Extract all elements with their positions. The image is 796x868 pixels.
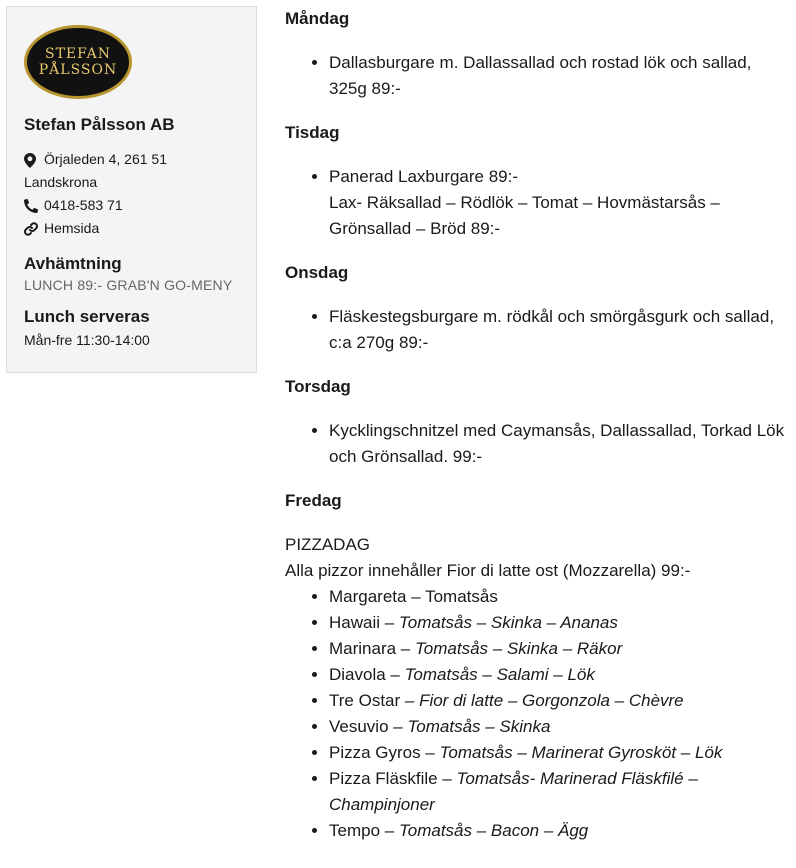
pizza-name: Diavola – <box>329 665 405 684</box>
pizza-item <box>329 610 790 636</box>
pizza-name: Margareta – Tomatsås <box>329 587 498 606</box>
menu-item: • Dallasburgare m. Dallassallad och rostad lök och sallad, 325g 89:- <box>329 50 790 102</box>
contact-info <box>24 148 239 240</box>
pizza-name: Marinara – <box>329 639 415 658</box>
pickup-title: Avhämtning <box>24 254 122 273</box>
day-heading-thursday: Torsdag <box>285 377 351 396</box>
link-icon <box>24 222 44 236</box>
pizza-toppings: Tomatsås – Marinerat Gyrosköt – Lök <box>439 743 723 762</box>
pizza-intro: Alla pizzor innehåller Fior di latte ost (Mozzarella) 99:- <box>285 561 691 580</box>
pizza-item <box>329 714 790 740</box>
pizza-toppings: Fior di latte – Gorgonzola – Chèvre <box>419 691 684 710</box>
pizza-item <box>329 584 790 610</box>
phone-link[interactable]: 0418-583 71 <box>44 197 123 213</box>
weekly-menu <box>285 6 790 862</box>
pizza-list <box>285 584 790 844</box>
pizza-name: Pizza Fläskfile – <box>329 769 457 788</box>
day-heading-wednesday: Onsdag <box>285 263 349 282</box>
pizza-item <box>329 818 790 844</box>
pickup-text: LUNCH 89:- GRAB'N GO-MENY <box>24 277 233 293</box>
website-link[interactable]: Hemsida <box>44 220 100 236</box>
pizza-toppings: Tomatsås – Bacon – Ägg <box>398 821 589 840</box>
pizza-toppings: Tomatsås – Salami – Lök <box>404 665 595 684</box>
day-heading-friday: Fredag <box>285 491 342 510</box>
pizza-name: Tre Ostar – <box>329 691 420 710</box>
pizza-item <box>329 688 790 714</box>
menu-item-line1: Panerad Laxburgare 89:- <box>329 167 519 186</box>
menu-list-monday <box>285 50 790 102</box>
pizza-name: Vesuvio – <box>329 717 408 736</box>
menu-item <box>329 164 790 242</box>
pizza-toppings: Tomatsås- Marinerad Fläskfilé – Champinjoner <box>329 769 698 814</box>
pizza-name: Hawaii – <box>329 613 399 632</box>
address-row <box>24 148 239 171</box>
menu-list-thursday <box>285 418 790 470</box>
map-marker-icon <box>24 153 44 168</box>
pizza-item <box>329 766 790 818</box>
logo-line2: PÅLSSON <box>38 62 118 78</box>
stefan-palsson-logo <box>24 25 132 99</box>
pizza-toppings: Tomatsås – Skinka – Ananas <box>398 613 618 632</box>
company-name: Stefan Pålsson AB <box>24 115 175 134</box>
pizza-name: Tempo – <box>329 821 399 840</box>
lunch-title: Lunch serveras <box>24 307 150 326</box>
day-heading-monday: Måndag <box>285 9 350 28</box>
menu-list-wednesday <box>285 304 790 356</box>
address-line1: Örjaleden 4, 261 51 <box>44 151 167 167</box>
pizza-name: Pizza Gyros – <box>329 743 440 762</box>
phone-icon <box>24 199 44 213</box>
address-line2: Landskrona <box>24 174 98 190</box>
restaurant-sidebar <box>6 6 257 373</box>
pizza-item <box>329 662 790 688</box>
menu-item: • Fläskestegsburgare m. rödkål och smörgåsgurk och sallad, c:a 270g 89:- <box>329 304 790 356</box>
day-heading-tuesday: Tisdag <box>285 123 340 142</box>
pizza-item <box>329 740 790 766</box>
menu-item: • Kycklingschnitzel med Caymansås, Dallassallad, Torkad Lök och Grönsallad. 99:- <box>329 418 790 470</box>
phone-row <box>24 194 239 217</box>
pizza-item <box>329 636 790 662</box>
pizza-toppings: Tomatsås – Skinka – Räkor <box>414 639 623 658</box>
lunch-hours: Mån-fre 11:30-14:00 <box>24 332 150 348</box>
website-row <box>24 217 239 240</box>
logo-line1: STEFAN <box>44 46 111 62</box>
menu-item-line2: Lax- Räksallad – Rödlök – Tomat – Hovmästarsås – Grönsallad – Bröd 89:- <box>329 193 720 238</box>
menu-list-tuesday <box>285 164 790 242</box>
pizza-toppings: Tomatsås – Skinka <box>407 717 551 736</box>
pizza-day-subtitle: PIZZADAG <box>285 535 371 554</box>
